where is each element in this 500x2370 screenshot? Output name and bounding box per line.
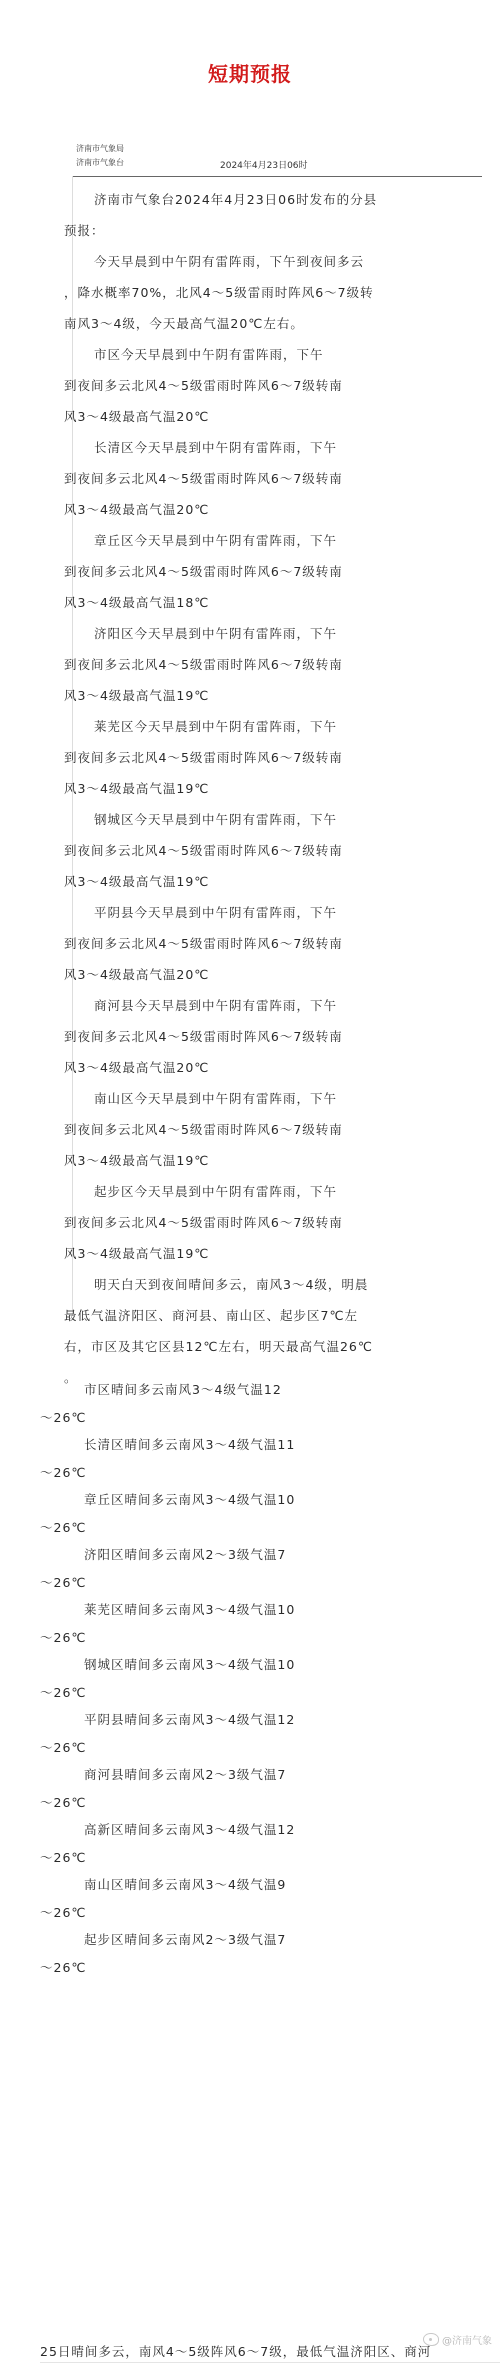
intro-paragraph — [64, 184, 494, 246]
temperature-range: ～26℃ — [40, 1685, 87, 1700]
district-forecast-tomorrow: 高新区晴间多云南风3～4级气温12 — [84, 1822, 296, 1837]
text-line: 风3～4级最高气温19℃ — [64, 781, 210, 796]
district-forecast-tomorrow: 商河县晴间多云南风2～3级气温7 — [84, 1767, 287, 1782]
text-line: 莱芜区今天早晨到中午阴有雷阵雨，下午 — [94, 719, 338, 734]
text-line: 风3～4级最高气温20℃ — [64, 409, 210, 424]
text-line: 风3～4级最高气温19℃ — [64, 1246, 210, 1261]
temperature-range: ～26℃ — [40, 1465, 87, 1480]
watermark-text: @济南气象 — [442, 2336, 492, 2347]
temperature-range: ～26℃ — [40, 1850, 87, 1865]
district-forecast-today — [64, 432, 494, 525]
text-line: 风3～4级最高气温19℃ — [64, 874, 210, 889]
text-line: 到夜间多云北风4～5级雷雨时阵风6～7级转南 — [64, 657, 343, 672]
text-line: 济南市气象台2024年4月23日06时发布的分县 — [94, 192, 378, 207]
temperature-range: ～26℃ — [40, 1520, 87, 1535]
temperature-range: ～26℃ — [40, 1575, 87, 1590]
district-forecast-tomorrow: 钢城区晴间多云南风3～4级气温10 — [84, 1657, 296, 1672]
footer-divider — [40, 2362, 500, 2363]
today-summary — [64, 246, 494, 339]
text-line: 到夜间多云北风4～5级雷雨时阵风6～7级转南 — [64, 1029, 343, 1044]
text-line: 南风3～4级，今天最高气温20℃左右。 — [64, 316, 304, 331]
text-line: 风3～4级最高气温20℃ — [64, 502, 210, 517]
page-title: 短期预报 — [208, 62, 292, 86]
text-line: 济阳区今天早晨到中午阴有雷阵雨，下午 — [94, 626, 338, 641]
text-line: 起步区今天早晨到中午阴有雷阵雨，下午 — [94, 1184, 338, 1199]
text-line: 风3～4级最高气温19℃ — [64, 1153, 210, 1168]
text-line: 钢城区今天早晨到中午阴有雷阵雨，下午 — [94, 812, 338, 827]
district-forecast-tomorrow: 起步区晴间多云南风2～3级气温7 — [84, 1932, 287, 1947]
text-line: 商河县今天早晨到中午阴有雷阵雨，下午 — [94, 998, 338, 1013]
district-forecast-today — [64, 990, 494, 1083]
text-line: 到夜间多云北风4～5级雷雨时阵风6～7级转南 — [64, 564, 343, 579]
forecast-body — [64, 184, 494, 1393]
issuer-line-2: 济南市气象台 — [76, 158, 124, 167]
district-forecast-tomorrow: 南山区晴间多云南风3～4级气温9 — [84, 1877, 287, 1892]
tail-text: 25日晴间多云，南风4～5级阵风6～7级，最低气温济阳区、商河 — [40, 2344, 432, 2359]
issue-date: 2024年4月23日06时 — [220, 161, 308, 171]
text-line: 风3～4级最高气温19℃ — [64, 688, 210, 703]
district-forecast-tomorrow: 莱芜区晴间多云南风3～4级气温10 — [84, 1602, 296, 1617]
temperature-range: ～26℃ — [40, 1630, 87, 1645]
text-line: 南山区今天早晨到中午阴有雷阵雨，下午 — [94, 1091, 338, 1106]
district-forecast-today — [64, 711, 494, 804]
district-forecast-today — [64, 339, 494, 432]
text-line: 。 — [64, 1370, 78, 1385]
text-line: 到夜间多云北风4～5级雷雨时阵风6～7级转南 — [64, 471, 343, 486]
text-line: 到夜间多云北风4～5级雷雨时阵风6～7级转南 — [64, 936, 343, 951]
text-line: 到夜间多云北风4～5级雷雨时阵风6～7级转南 — [64, 1122, 343, 1137]
district-forecast-today — [64, 618, 494, 711]
text-line: 到夜间多云北风4～5级雷雨时阵风6～7级转南 — [64, 378, 343, 393]
district-forecast-today — [64, 1083, 494, 1176]
district-forecast-today — [64, 525, 494, 618]
text-line: 风3～4级最高气温20℃ — [64, 967, 210, 982]
district-forecast-tomorrow: 济阳区晴间多云南风2～3级气温7 — [84, 1547, 287, 1562]
temperature-range: ～26℃ — [40, 1960, 87, 1975]
district-forecast-tomorrow: 市区晴间多云南风3～4级气温12 — [84, 1382, 282, 1397]
temperature-range: ～26℃ — [40, 1795, 87, 1810]
text-line: 明天白天到夜间晴间多云，南风3～4级，明晨 — [94, 1277, 369, 1292]
text-line: 到夜间多云北风4～5级雷雨时阵风6～7级转南 — [64, 1215, 343, 1230]
district-forecast-today — [64, 897, 494, 990]
text-line: 风3～4级最高气温18℃ — [64, 595, 210, 610]
district-forecast-tomorrow: 长清区晴间多云南风3～4级气温11 — [84, 1437, 296, 1452]
tomorrow-summary — [64, 1269, 494, 1393]
text-line: 市区今天早晨到中午阴有雷阵雨，下午 — [94, 347, 324, 362]
text-line: 预报： — [64, 223, 105, 238]
issuer — [76, 142, 124, 170]
text-line: 右，市区及其它区县12℃左右，明天最高气温26℃ — [64, 1339, 373, 1354]
district-forecast-today — [64, 804, 494, 897]
watermark — [423, 2332, 492, 2347]
text-line: 到夜间多云北风4～5级雷雨时阵风6～7级转南 — [64, 750, 343, 765]
temperature-range: ～26℃ — [40, 1740, 87, 1755]
temperature-range: ～26℃ — [40, 1410, 87, 1425]
text-line: ，降水概率70%，北风4～5级雷雨时阵风6～7级转 — [64, 285, 374, 300]
issuer-line-1: 济南市气象局 — [76, 144, 124, 153]
text-line: 章丘区今天早晨到中午阴有雷阵雨，下午 — [94, 533, 338, 548]
text-line: 最低气温济阳区、商河县、南山区、起步区7℃左 — [64, 1308, 358, 1323]
text-line: 长清区今天早晨到中午阴有雷阵雨，下午 — [94, 440, 338, 455]
text-line: 到夜间多云北风4～5级雷雨时阵风6～7级转南 — [64, 843, 343, 858]
district-forecast-tomorrow: 章丘区晴间多云南风3～4级气温10 — [84, 1492, 296, 1507]
weibo-icon — [423, 2333, 439, 2346]
district-forecast-today — [64, 1176, 494, 1269]
text-line: 今天早晨到中午阴有雷阵雨，下午到夜间多云 — [94, 254, 365, 269]
text-line: 平阴县今天早晨到中午阴有雷阵雨，下午 — [94, 905, 338, 920]
text-line: 风3～4级最高气温20℃ — [64, 1060, 210, 1075]
district-forecast-tomorrow: 平阴县晴间多云南风3～4级气温12 — [84, 1712, 296, 1727]
temperature-range: ～26℃ — [40, 1905, 87, 1920]
